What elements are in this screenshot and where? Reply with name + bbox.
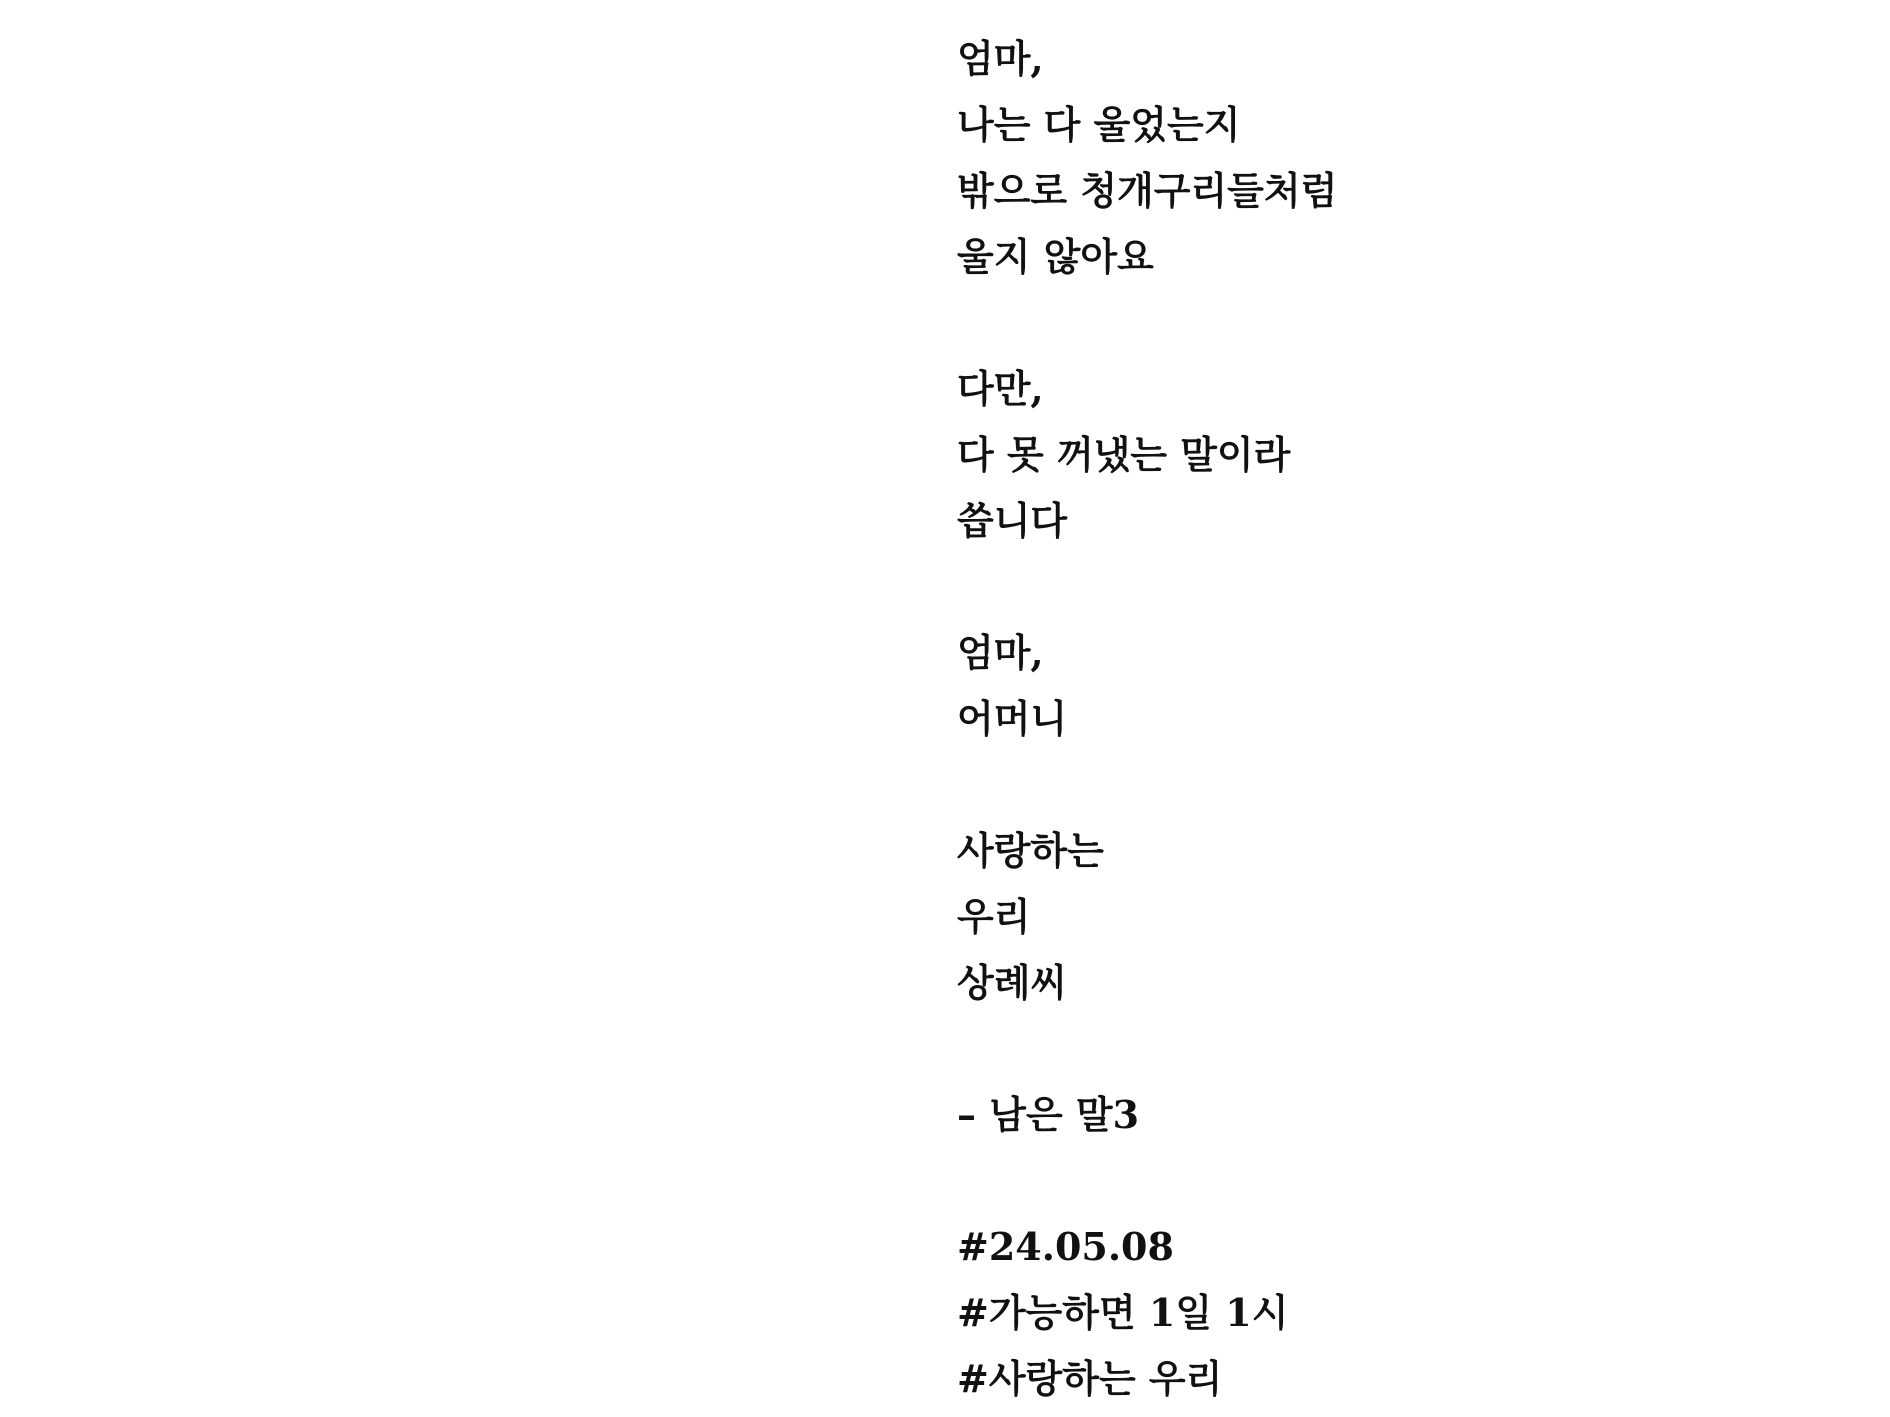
poem-line: 씁니다 bbox=[957, 498, 1068, 543]
poem-title-attribution: – 남은 말3 bbox=[957, 1092, 1140, 1137]
stanza-2 bbox=[957, 356, 1817, 554]
stanza-break bbox=[957, 752, 1817, 818]
hashtag-date[interactable]: #24.05.08 bbox=[957, 1224, 1174, 1269]
hashtag-daily[interactable]: #가능하면 1일 1시 bbox=[957, 1290, 1289, 1335]
poem-line: 울지 않아요 bbox=[957, 234, 1154, 279]
stanza-break bbox=[957, 1148, 1817, 1214]
stanza-1 bbox=[957, 26, 1817, 290]
poem-line: 엄마, bbox=[957, 630, 1044, 675]
poem-line: 우리 bbox=[957, 894, 1031, 939]
stanza-break bbox=[957, 290, 1817, 356]
stanza-break bbox=[957, 1016, 1817, 1082]
poem-line: 밖으로 청개구리들처럼 bbox=[957, 168, 1338, 213]
poem-body bbox=[957, 26, 1817, 1412]
poem-line: 다만, bbox=[957, 366, 1044, 411]
poem-line: 엄마, bbox=[957, 36, 1044, 81]
stanza-4 bbox=[957, 818, 1817, 1016]
poem-line: 사랑하는 bbox=[957, 828, 1104, 873]
poem-line: 어머니 bbox=[957, 696, 1068, 741]
poem-line: 상례씨 bbox=[957, 960, 1068, 1005]
poem-line: 나는 다 울었는지 bbox=[957, 102, 1241, 147]
stanza-break bbox=[957, 554, 1817, 620]
stanza-3 bbox=[957, 620, 1817, 752]
hashtag-love[interactable]: #사랑하는 우리 bbox=[957, 1356, 1223, 1401]
poem-line: 다 못 꺼냈는 말이라 bbox=[957, 432, 1291, 477]
hashtag-list bbox=[957, 1214, 1817, 1412]
